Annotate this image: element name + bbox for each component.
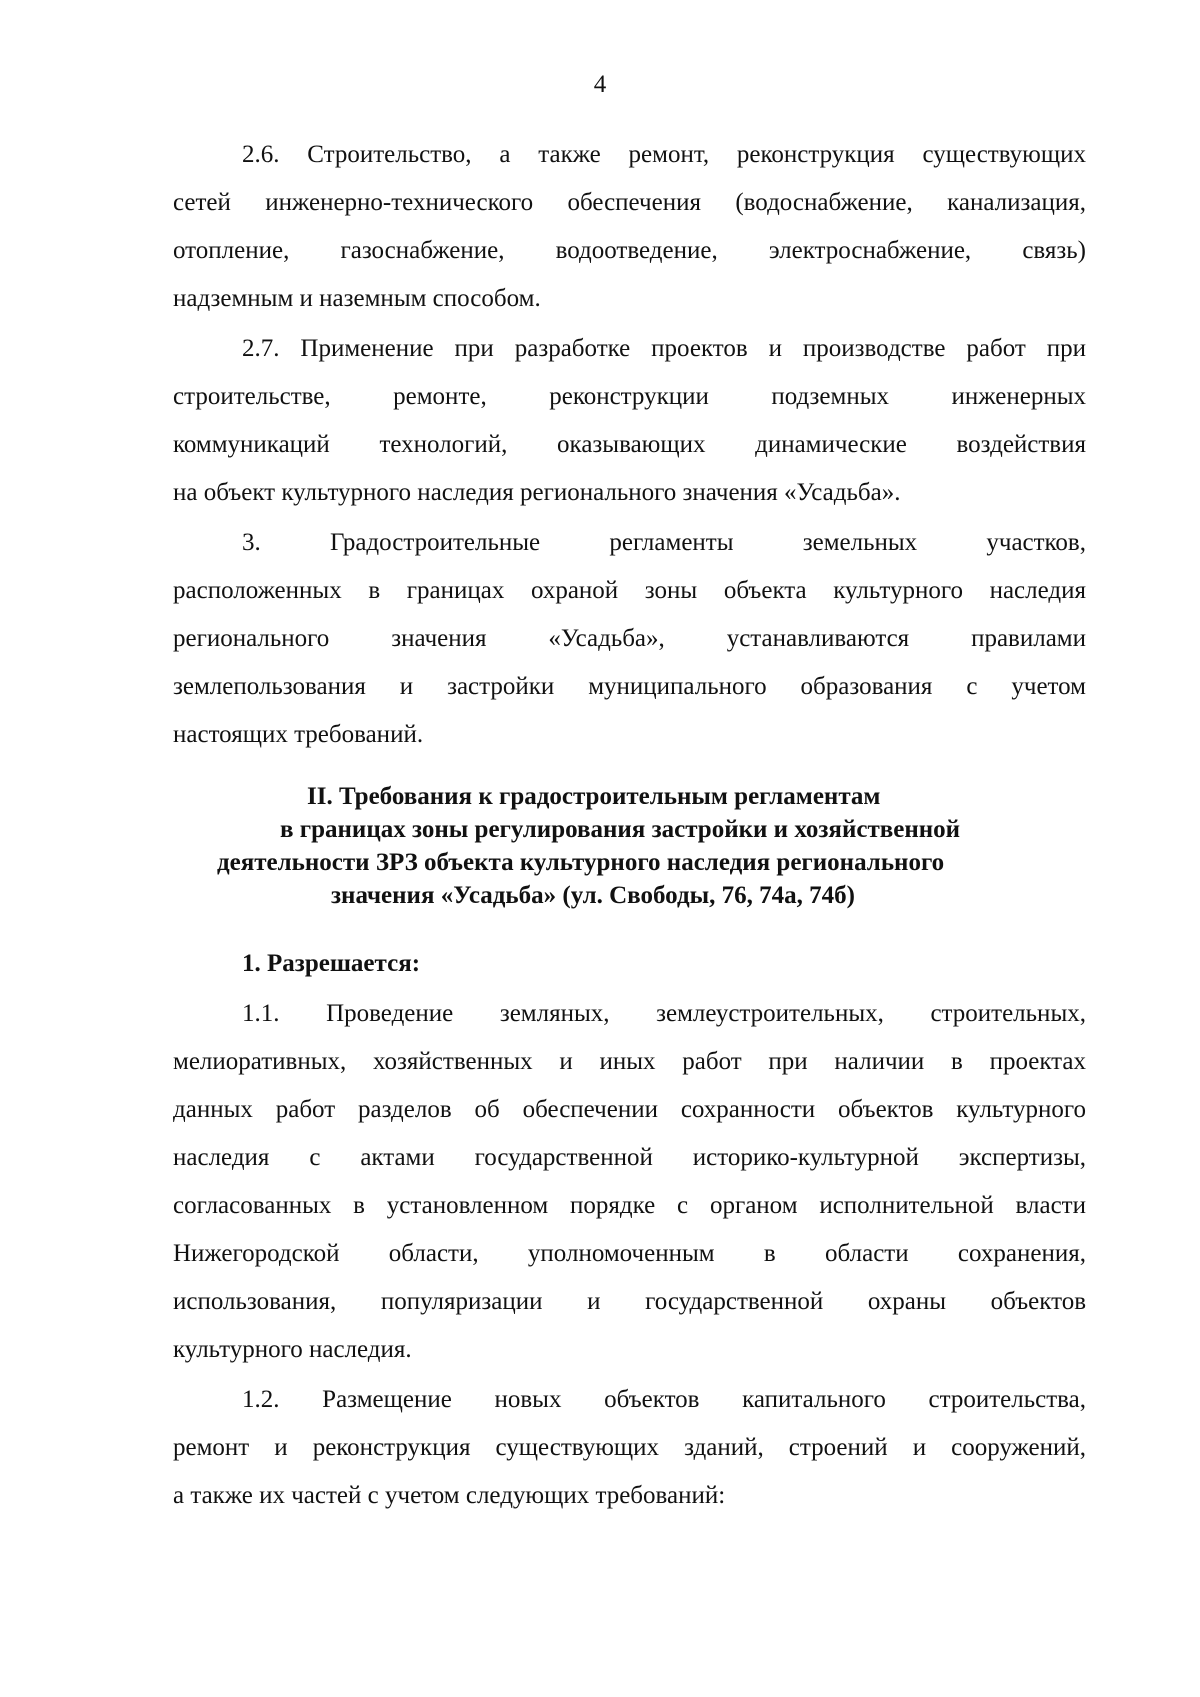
page-number: 4 bbox=[593, 71, 607, 98]
section-heading-line-1: II. Требования к градостроительным регламентам bbox=[307, 783, 881, 810]
paragraph-3-line-3: регионального значения «Усадьба», устанавливаются правилами bbox=[173, 625, 1086, 652]
paragraph-2-6-line-2: сетей инженерно-технического обеспечения (водоснабжение, канализация, bbox=[173, 189, 1086, 216]
paragraph-1-2-line-1: 1.2. Размещение новых объектов капитального строительства, bbox=[242, 1386, 1086, 1413]
section-heading-line-2: в границах зоны регулирования застройки и хозяйственной bbox=[280, 816, 961, 843]
paragraph-2-6-line-1: 2.6. Строительство, а также ремонт, реконструкция существующих bbox=[242, 141, 1086, 168]
paragraph-2-7-line-4: на объект культурного наследия регионального значения «Усадьба». bbox=[173, 479, 901, 506]
paragraph-3-line-1: 3. Градостроительные регламенты земельных участков, bbox=[242, 529, 1086, 556]
paragraph-1-2-line-2: ремонт и реконструкция существующих зданий, строений и сооружений, bbox=[173, 1434, 1086, 1461]
paragraph-3-line-2: расположенных в границах охраной зоны объекта культурного наследия bbox=[173, 577, 1086, 604]
paragraph-2-6-line-3: отопление, газоснабжение, водоотведение, электроснабжение, связь) bbox=[173, 237, 1086, 264]
paragraph-3-line-4: землепользования и застройки муниципального образования с учетом bbox=[173, 673, 1086, 700]
paragraph-2-7-line-1: 2.7. Применение при разработке проектов и производстве работ при bbox=[242, 335, 1086, 362]
paragraph-1-1-line-4: наследия с актами государственной историко-культурной экспертизы, bbox=[173, 1144, 1086, 1171]
paragraph-1-2-line-3: а также их частей с учетом следующих требований: bbox=[173, 1482, 726, 1509]
subheading-allowed: 1. Разрешается: bbox=[242, 950, 421, 977]
paragraph-1-1-line-6: Нижегородской области, уполномоченным в области сохранения, bbox=[173, 1240, 1086, 1267]
paragraph-1-1-line-7: использования, популяризации и государственной охраны объектов bbox=[173, 1288, 1086, 1315]
paragraph-1-1-line-5: согласованных в установленном порядке с органом исполнительной власти bbox=[173, 1192, 1086, 1219]
paragraph-3-line-5: настоящих требований. bbox=[173, 721, 424, 748]
paragraph-1-1-line-1: 1.1. Проведение земляных, землеустроительных, строительных, bbox=[242, 1000, 1086, 1027]
paragraph-2-7-line-3: коммуникаций технологий, оказывающих динамические воздействия bbox=[173, 431, 1086, 458]
paragraph-2-6-line-4: надземным и наземным способом. bbox=[173, 285, 541, 312]
paragraph-1-1-line-2: мелиоративных, хозяйственных и иных работ при наличии в проектах bbox=[173, 1048, 1086, 1075]
section-heading-line-3: деятельности ЗРЗ объекта культурного наследия регионального bbox=[217, 849, 945, 876]
paragraph-2-7-line-2: строительстве, ремонте, реконструкции подземных инженерных bbox=[173, 383, 1086, 410]
section-heading-line-4: значения «Усадьба» (ул. Свободы, 76, 74а, 74б) bbox=[331, 882, 855, 909]
paragraph-1-1-line-3: данных работ разделов об обеспечении сохранности объектов культурного bbox=[173, 1096, 1086, 1123]
paragraph-1-1-line-8: культурного наследия. bbox=[173, 1336, 412, 1363]
